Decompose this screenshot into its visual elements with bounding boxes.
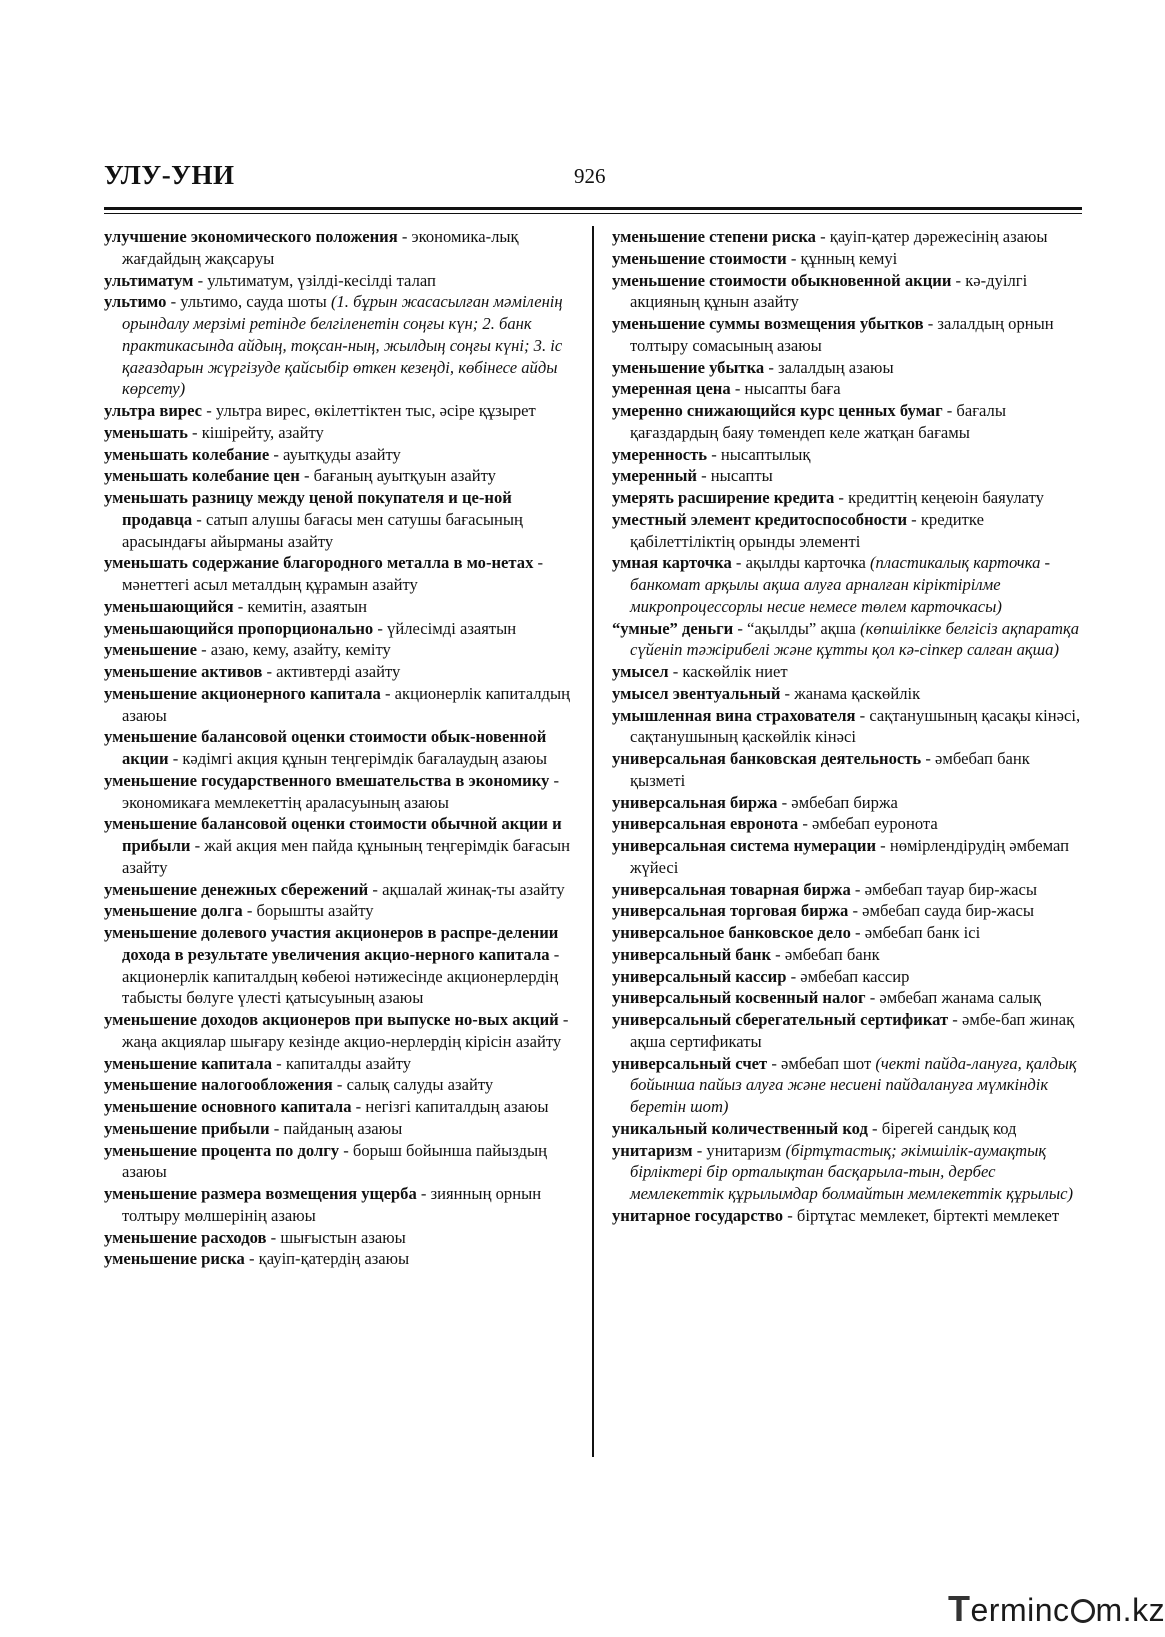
entry-term: уместный элемент кредитоспособности — [612, 509, 908, 529]
entry-note: (көпшілікке белгісіз ақпаратқа сүйеніп тәжірибелі және құтты қол кә-сіпкер салған ақша) — [630, 618, 1080, 660]
entry-definition: - үйлесімді азаятын — [373, 618, 517, 638]
dictionary-entry — [104, 1140, 574, 1184]
entry-term: уменьшение активов — [104, 662, 263, 681]
entry-definition: - әмбебап банк — [771, 944, 880, 964]
entry-term: уменьшение — [104, 640, 197, 660]
entry-definition: - құнның кемуі — [786, 248, 898, 268]
page-title: УЛУ-УНИ — [104, 160, 235, 190]
entry-definition: - әмбебап биржа — [777, 792, 898, 812]
dictionary-entry — [104, 1183, 574, 1227]
entry-term: уменьшение суммы возмещения убытков — [612, 314, 924, 333]
dictionary-entry — [612, 879, 1084, 901]
dictionary-entry — [612, 465, 1084, 487]
dictionary-entry — [612, 357, 1084, 379]
entry-term: уменьшение долевого участия акционеров в распре-делении дохода в результате увеличения акцио-нерного капитала — [104, 923, 559, 964]
entry-term: уменьшение долга — [104, 901, 243, 921]
entry-term: универсальный банк — [612, 944, 772, 964]
dictionary-entry — [612, 835, 1084, 879]
entry-term: универсальный косвенный налог — [612, 988, 866, 1008]
entry-definition: - ультра вирес, өкілеттіктен тыс, әсіре құзырет — [202, 401, 536, 420]
entry-definition: - борышты азайту — [242, 901, 374, 921]
entry-definition: - әмбебап сауда бир-жасы — [848, 901, 1035, 921]
entry-definition: - әмбебап жанама салық — [865, 988, 1042, 1008]
dictionary-entry — [104, 618, 574, 640]
right-column — [612, 226, 1084, 1227]
entry-definition: - акционерлік капиталдың азаюы — [122, 683, 571, 725]
entry-definition: - капиталды азайту — [272, 1053, 412, 1073]
entry-term: универсальный сберегательный сертификат — [612, 1010, 949, 1029]
entry-definition: - ауытқуды азайту — [269, 444, 401, 464]
entry-definition: - ультиматум, үзілді-кесілді талап — [193, 270, 436, 290]
dictionary-entry — [104, 639, 574, 661]
entry-term: унитарное государство — [612, 1205, 784, 1225]
column-divider — [592, 226, 594, 1457]
entry-definition: - бағалы қағаздардың баяу төмендеп келе жатқан бағамы — [630, 401, 1006, 442]
dictionary-entry — [104, 1074, 574, 1096]
dictionary-entry — [104, 465, 574, 487]
dictionary-entry — [612, 509, 1084, 553]
dictionary-entry — [104, 422, 574, 444]
dictionary-entry — [104, 683, 574, 727]
dictionary-entry — [612, 444, 1084, 466]
entry-term: уменьшать — [104, 422, 188, 442]
dictionary-entry — [612, 313, 1084, 357]
dictionary-entry — [104, 596, 574, 618]
entry-note: (чекті пайда-лануға, қалдық бойынша пайыз алуға және несиені пайдалануға мүмкіндік беретін шот) — [630, 1053, 1077, 1116]
entry-definition: - бірегей сандық код — [867, 1118, 1017, 1138]
entry-definition: - кредитке қабілеттіліктің орынды элементі — [630, 509, 984, 551]
header-rule-thick — [104, 207, 1082, 210]
dictionary-entry — [612, 1009, 1084, 1053]
dictionary-entry — [104, 1227, 574, 1249]
entry-term: уменьшение акционерного капитала — [104, 683, 381, 703]
entry-term: умеренно снижающийся курс ценных бумаг — [612, 401, 943, 420]
entry-term: универсальная банковская деятельность — [612, 749, 922, 768]
entry-definition: - жаңа акциялар шығару кезінде акцио-нерлердің кірісін азайту — [122, 1010, 569, 1051]
entry-term: уменьшение прибыли — [104, 1118, 270, 1138]
entry-term: уменьшение балансовой оценки стоимости обычной акции и прибыли — [104, 814, 562, 855]
dictionary-entry — [104, 1053, 574, 1075]
entry-term: универсальная система нумерации — [612, 836, 877, 855]
entry-term: уменьшение капитала — [104, 1053, 273, 1073]
dictionary-entry — [104, 291, 574, 400]
entry-term: уменьшение основного капитала — [104, 1097, 352, 1116]
entry-definition: - кә-дуілгі акцияның құнын азайту — [630, 270, 1028, 312]
dictionary-entry — [612, 900, 1084, 922]
dictionary-entry — [104, 552, 574, 596]
entry-definition: - мәнеттегі асыл металдың құрамын азайту — [122, 553, 544, 594]
entry-term: ультиматум — [104, 270, 194, 290]
entry-term: умная карточка — [612, 553, 732, 573]
entry-definition: - нысаптылық — [707, 444, 811, 464]
entry-term: уменьшать содержание благородного металла в мо-нетах — [104, 553, 534, 573]
entry-definition: - кәдімгі акция құнын теңгерімдік бағалаудың азаюы — [168, 749, 548, 768]
entry-term: уменьшение стоимости — [612, 248, 787, 268]
entry-term: уменьшение размера возмещения ущерба — [104, 1184, 417, 1203]
entry-note: (1. бұрын жасасылған мәміленің орындалу мерзімі ретінде белгіленетін соңғы күн; 2. банк практикасында айдың, тоқсан-ның, жылдың соңғы күні; 3. іс қағаздарын жүргізуде қайсыбір өткен кезеңді, көбінесе айды көрсету) — [122, 292, 563, 399]
dictionary-entry — [104, 487, 574, 552]
dictionary-entry — [104, 1118, 574, 1140]
entry-definition: - әмбебап еуронота — [798, 814, 938, 834]
entry-term: умысел — [612, 662, 669, 681]
entry-definition: - азаю, кему, азайту, кеміту — [196, 640, 391, 660]
dictionary-entry — [612, 987, 1084, 1009]
dictionary-entry — [104, 900, 574, 922]
entry-term: универсальная евронота — [612, 814, 799, 834]
entry-definition: - ультимо, сауда шоты — [166, 292, 331, 312]
termincom-logo: Terminc m.kz — [948, 1588, 1165, 1629]
entry-note: (пластикалық карточка - банкомат арқылы ақша алуға арналған кіріктірілме микропроцессорлы несие немесе төлем карточкасы) — [630, 553, 1051, 616]
entry-definition: - экономика-лық жағдайдың жақсаруы — [122, 227, 519, 268]
entry-term: уменьшение доходов акционеров при выпуске но-вых акций — [104, 1010, 559, 1029]
entry-term: уменьшение расходов — [104, 1227, 267, 1247]
entry-term: умерять расширение кредита — [612, 488, 835, 507]
left-column — [104, 226, 574, 1270]
entry-definition: - сақтанушының қасақы кінәсі, сақтанушының қаскөйлік кінәсі — [630, 705, 1081, 747]
entry-term: умеренность — [612, 444, 708, 464]
entry-term: уменьшающийся — [104, 596, 234, 616]
dictionary-entry — [612, 792, 1084, 814]
dictionary-entry — [612, 1205, 1084, 1227]
entry-definition: - әмбебап кассир — [786, 966, 910, 986]
entry-definition: - біртұтас мемлекет, біртекті мемлекет — [783, 1205, 1060, 1225]
entry-definition: - әмбебап банк қызметі — [630, 749, 1030, 790]
entry-term: умышленная вина страхователя — [612, 705, 856, 725]
entry-term: уменьшение процента по долгу — [104, 1140, 340, 1160]
entry-term: уменьшение государственного вмешательства в экономику — [104, 770, 550, 790]
dictionary-entry — [612, 248, 1084, 270]
entry-definition: - қауіп-қатердің азаюы — [244, 1249, 410, 1269]
dictionary-entry — [612, 966, 1084, 988]
dictionary-entry — [104, 879, 574, 901]
dictionary-entry — [612, 683, 1084, 705]
entry-definition: - пайданың азаюы — [269, 1118, 403, 1138]
entry-definition: - әмбебап шот — [767, 1053, 876, 1073]
entry-term: умеренная цена — [612, 379, 731, 399]
dictionary-entry — [612, 487, 1084, 509]
entry-term: уменьшать разницу между ценой покупателя и це-ной продавца — [104, 488, 512, 529]
dictionary-entry — [612, 944, 1084, 966]
entry-definition: - залалдың орнын толтыру сомасының азаюы — [630, 314, 1054, 355]
entry-definition: - унитаризм — [692, 1140, 786, 1160]
entry-term: умысел эвентуальный — [612, 683, 781, 703]
entry-term: уменьшение денежных сбережений — [104, 879, 369, 899]
dictionary-entry — [612, 1053, 1084, 1118]
entry-definition: - салық салуды азайту — [332, 1075, 494, 1095]
entry-term: уменьшение налогообложения — [104, 1075, 333, 1095]
entry-definition: - нысапты — [696, 466, 773, 486]
entry-term: “умные” деньги — [612, 618, 734, 638]
entry-term: универсальная торговая биржа — [612, 901, 849, 921]
dictionary-entry — [612, 661, 1084, 683]
entry-term: уменьшение балансовой оценки стоимости обык-новенной акции — [104, 727, 547, 768]
dictionary-entry — [104, 661, 574, 683]
dictionary-entry — [612, 1118, 1084, 1140]
entry-definition: - қауіп-қатер дәрежесінің азаюы — [815, 227, 1048, 246]
entry-term: улучшение экономического положения — [104, 227, 398, 246]
entry-definition: - борыш бойынша пайыздың азаюы — [122, 1140, 547, 1182]
entry-term: уникальный количественный код — [612, 1118, 868, 1138]
entry-definition: - залалдың азаюы — [764, 357, 894, 377]
entry-term: универсальная биржа — [612, 792, 778, 812]
entry-definition: - ақшалай жинақ-ты азайту — [368, 879, 565, 899]
entry-term: уменьшение риска — [104, 1249, 245, 1269]
entry-definition: - жанама қаскөйлік — [780, 683, 921, 703]
entry-term: уменьшающийся пропорционально — [104, 618, 374, 638]
dictionary-entry — [612, 400, 1084, 444]
entry-note: (біртұтастық; әкімшілік-аумақтық бірліктері бір орталықтан басқарыла-тын, дербес мемлекеттік құрылымдар болмайтын мемлекеттік құрылыс) — [630, 1140, 1074, 1203]
dictionary-entry — [104, 922, 574, 1009]
entry-term: универсальное банковское дело — [612, 923, 851, 942]
entry-definition: - экономикаға мемлекеттің араласуының азаюы — [122, 770, 560, 812]
entry-definition: - кемитін, азаятын — [233, 596, 368, 616]
dictionary-entry — [104, 226, 574, 270]
entry-definition: - нөмірлендірудің әмбемап жүйесі — [630, 836, 1070, 877]
dictionary-entry — [104, 813, 574, 878]
entry-definition: - “ақылды” ақша — [733, 618, 861, 638]
entry-definition: - зиянның орнын толтыру мөлшерінің азаюы — [122, 1184, 542, 1225]
dictionary-entry — [612, 226, 1084, 248]
dictionary-entry — [612, 618, 1084, 662]
dictionary-entry — [612, 270, 1084, 314]
dictionary-entry — [104, 1009, 574, 1053]
entry-definition: - әмбе-бап жинақ ақша сертификаты — [630, 1010, 1075, 1051]
entry-definition: - акционерлік капиталдың көбеюі нәтижесінде акционерлердің табысты бөлуге үлесті қатысуының азаюы — [122, 944, 560, 1008]
dictionary-entry — [104, 726, 574, 770]
entry-definition: - кредиттің кеңеюін баяулату — [834, 488, 1044, 507]
entry-definition: - жай акция мен пайда құнының теңгерімдік бағасын азайту — [122, 836, 571, 877]
dictionary-entry — [612, 922, 1084, 944]
entry-term: ультра вирес — [104, 401, 203, 420]
header-rule-thin — [104, 213, 1082, 214]
entry-term: ультимо — [104, 292, 167, 312]
entry-term: умеренный — [612, 466, 697, 486]
entry-term: уменьшать колебание — [104, 444, 270, 464]
entry-definition: - активтерді азайту — [262, 662, 401, 681]
dictionary-entry — [104, 444, 574, 466]
dictionary-entry — [104, 400, 574, 422]
dictionary-entry — [612, 813, 1084, 835]
dictionary-entry — [104, 1248, 574, 1270]
dictionary-entry — [104, 270, 574, 292]
entry-definition: - бағаның ауытқуын азайту — [299, 466, 496, 486]
dictionary-entry — [612, 1140, 1084, 1205]
dictionary-entry — [612, 378, 1084, 400]
page-number: 926 — [574, 164, 606, 188]
entry-definition: - нысапты баға — [730, 379, 841, 399]
entry-term: уменьшать колебание цен — [104, 466, 300, 486]
entry-term: универсальная товарная биржа — [612, 879, 851, 899]
entry-definition: - әмбебап банк ісі — [850, 923, 981, 942]
dictionary-entry — [612, 552, 1084, 617]
entry-definition: - негізгі капиталдың азаюы — [351, 1097, 549, 1116]
entry-term: унитаризм — [612, 1140, 693, 1160]
entry-definition: - әмбебап тауар бир-жасы — [850, 879, 1038, 899]
entry-definition: - ақылды карточка — [731, 553, 870, 573]
entry-definition: - сатып алушы бағасы мен сатушы бағасының арасындағы айырманы азайту — [122, 509, 523, 551]
entry-definition: - каскөйлік ниет — [668, 662, 788, 681]
dictionary-entry — [104, 770, 574, 814]
entry-term: универсальный кассир — [612, 966, 787, 986]
entry-term: уменьшение убытка — [612, 357, 765, 377]
entry-definition: - шығыстын азаюы — [266, 1227, 406, 1247]
entry-term: уменьшение стоимости обыкновенной акции — [612, 270, 952, 290]
dictionary-entry — [612, 748, 1084, 792]
dictionary-entry — [612, 705, 1084, 749]
entry-term: универсальный счет — [612, 1053, 768, 1073]
dictionary-entry — [104, 1096, 574, 1118]
entry-term: уменьшение степени риска — [612, 227, 816, 246]
entry-definition: - кішірейту, азайту — [187, 422, 324, 442]
